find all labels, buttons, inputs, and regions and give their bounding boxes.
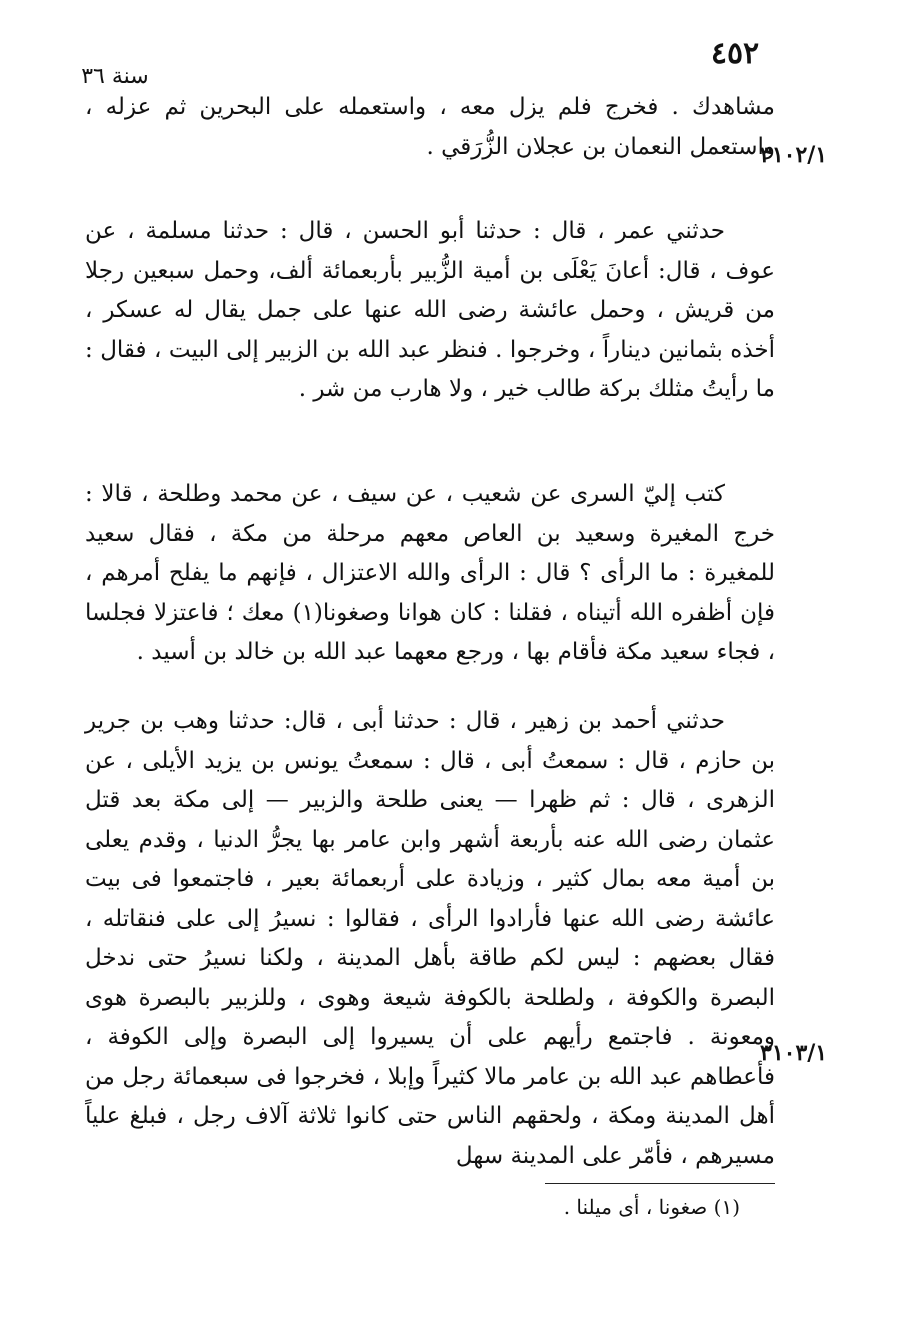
margin-reference: ٣١٠٢/١	[760, 142, 828, 168]
text-block	[85, 212, 775, 410]
paragraph: حدثني عمر ، قال : حدثنا أبو الحسن ، قال : حدثنا مسلمة ، عن عوف ، قال: أعانَ يَعْلَى بن أمية الزُّبير بأربعمائة ألف، وحمل سبعين رجلا من قريش ، وحمل عائشة رضى الله عنها على جمل يقال له عسكر ، أخذه بثمانين ديناراً ، وخرجوا . فنظر عبد الله بن الزبير إلى البيت ، فقال : ما رأيتُ مثلك بركة طالب خير ، ولا هارب من شر .	[85, 218, 775, 402]
paragraph: كتب إليّ السرى عن شعيب ، عن سيف ، عن محمد وطلحة ، قالا : خرج المغيرة وسعيد بن العاص معهم مرحلة من مكة ، فقال سعيد للمغيرة : ما الرأى ؟ قال : الرأى والله الاعتزال ، فإنهم ما يفلح أمرهم ، فإن أظفره الله أتيناه ، فقلنا : كان هوانا وصغونا(١) معك ؛ فاعتزلا فجلسا ، فجاء سعيد مكة فأقام بها ، ورجع معهما عبد الله بن خالد بن أسيد .	[85, 481, 775, 665]
text-block	[85, 475, 775, 673]
text-block	[85, 702, 775, 1176]
paragraph: حدثني أحمد بن زهير ، قال : حدثنا أبى ، قال: حدثنا وهب بن جرير بن حازم ، قال : سمعتُ أبى ، قال : سمعتُ يونس بن يزيد الأيلى ، عن الزهرى ، قال : ثم ظهرا — يعنى طلحة والزبير — إلى مكة بعد قتل عثمان رضى الله عنه بأربعة أشهر وابن عامر بها يجرُّ الدنيا ، وقدم يعلى بن أمية معه بمال كثير ، وزيادة على أربعمائة بعير ، فاجتمعوا فى بيت عائشة رضى الله عنها فأرادوا الرأى ، فقالوا : نسيرُ إلى على فنقاتله ، فقال بعضهم : ليس لكم طاقة بأهل المدينة ، ولكنا نسيرُ حتى ندخل البصرة والكوفة ، ولطلحة بالكوفة شيعة وهوى ، وللزبير بالبصرة هوى ومعونة . فاجتمع رأيهم على أن يسيروا إلى البصرة وإلى الكوفة ، فأعطاهم عبد الله بن عامر مالا كثيراً وإبلا ، فخرجوا فى سبعمائة رجل من أهل المدينة ومكة ، ولحقهم الناس حتى كانوا ثلاثة آلاف رجل ، فبلغ علياً مسيرهم ، فأمّر على المدينة سهل	[85, 708, 775, 1169]
page-number: ٤٥٢	[710, 36, 760, 71]
footnote: (١) صغونا ، أى ميلنا .	[563, 1195, 740, 1219]
text-block	[85, 88, 775, 167]
margin-reference: ٣١٠٣/١	[760, 1040, 828, 1066]
running-header-year: سنة ٣٦	[81, 64, 149, 89]
paragraph: مشاهدك . فخرج فلم يزل معه ، واستعمله على البحرين ثم عزله ، واستعمل النعمان بن عجلان الزُّرَقي .	[85, 94, 775, 160]
footnote-divider	[545, 1183, 775, 1184]
